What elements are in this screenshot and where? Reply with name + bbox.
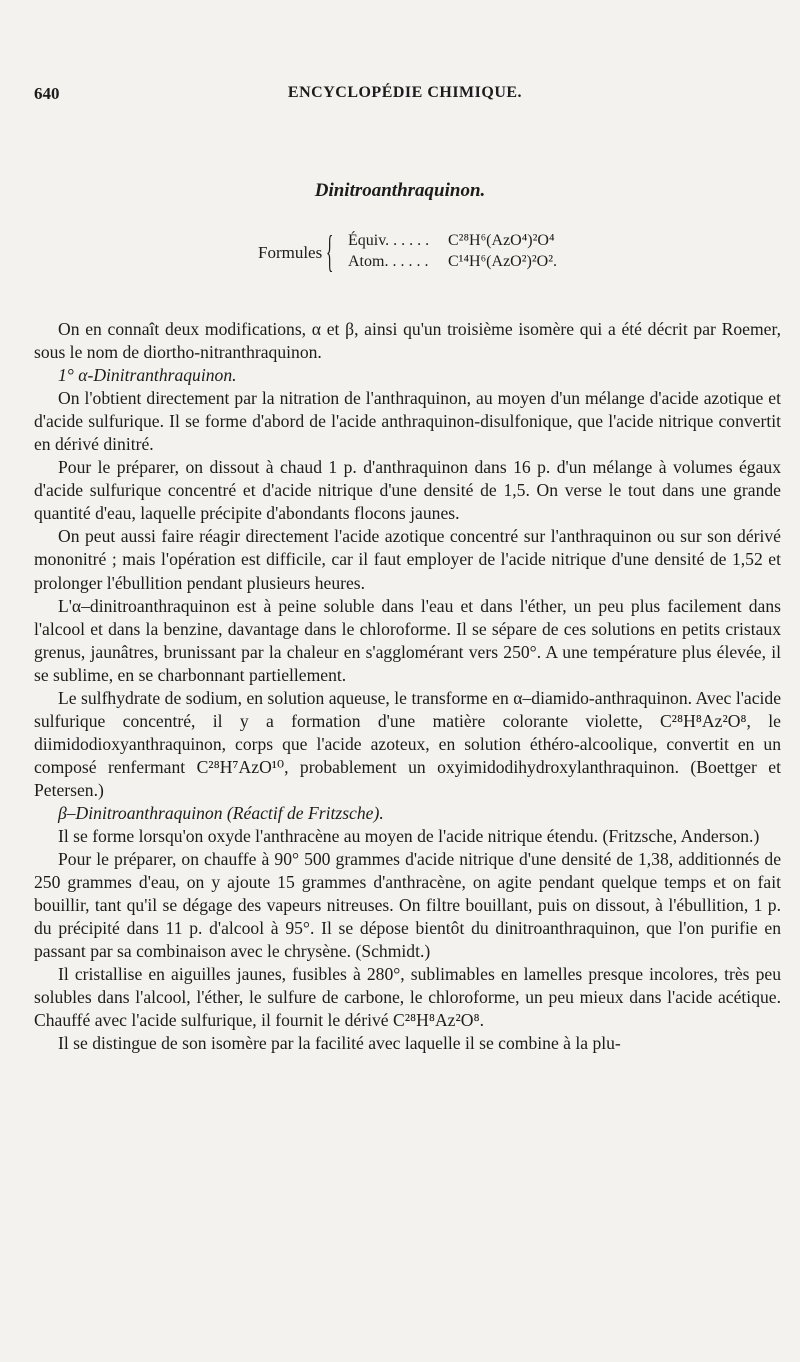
formula-label: Atom. . . . . . <box>348 253 429 270</box>
formula-row-atom <box>348 253 557 271</box>
paragraph: On en connaît deux modifications, α et β, ainsi qu'un troisième isomère qui a été décrit par Roemer, sous le nom de diortho-nitranthraquinon. <box>34 319 781 363</box>
formula-row-equiv <box>348 232 555 250</box>
formulas-block <box>258 227 678 276</box>
subsection-heading: β–Dinitroanthraquinon (Réactif de Fritzsche). <box>58 802 384 823</box>
paragraph: Pour le préparer, on dissout à chaud 1 p. d'anthraquinon dans 16 p. d'un mélange à volumes égaux d'acide sulfurique concentré et d'acide nitrique d'une densité de 1,5. On verse le tout dans une grande quantité d'eau, laquelle précipite d'abondants flocons jaunes. <box>34 457 781 524</box>
formulas-label: Formules <box>258 243 323 262</box>
paragraph: Il cristallise en aiguilles jaunes, fusibles à 280°, sublimables en lamelles presque incolores, très peu solubles dans l'alcool, l'éther, le sulfure de carbone, le chloroforme, un peu mieux dans l'acide acétique. Chauffé avec l'acide sulfurique, il fournit le dérivé C²⁸H⁸Az²O⁸. <box>34 964 781 1031</box>
paragraph: Le sulfhydrate de sodium, en solution aqueuse, le transforme en α–diamido-anthraquinon. Avec l'acide sulfurique concentré, il y a formation d'une matière colorante violette, C²⁸H⁸Az²O⁸, le diimidodioxyanthraquinon, corps que l'acide azoteux, en solution éthéro-alcoolique, convertit en un composé renfermant C²⁸H⁷AzO¹⁰, probablement un oxyimidodihydroxylanthraquinon. (Boettger et Petersen.) <box>34 687 781 800</box>
paragraph: On peut aussi faire réagir directement l'acide azotique concentré sur l'anthraquinon ou sur son dérivé mononitré ; mais l'opération est difficile, car il faut employer de l'acide nitrique d'une densité de 1,52 et prolonger l'ébullition pendant plusieurs heures. <box>34 526 781 593</box>
formula-value: C²⁸H⁶(AzO⁴)²O⁴ <box>448 232 555 249</box>
paragraph: Il se distingue de son isomère par la facilité avec laquelle il se combine à la plu- <box>58 1033 621 1054</box>
paragraph: L'α–dinitroanthraquinon est à peine soluble dans l'eau et dans l'éther, un peu plus facilement dans l'alcool et dans la benzine, davantage dans le chloroforme. Il se sépare de ces solutions en petits cristaux grenus, jaunâtres, brunissant par la chaleur en s'agglomérant vers 250°. A une température plus élevée, il se sublime, en se charbonnant partiellement. <box>34 595 781 685</box>
page-header <box>34 84 776 108</box>
formula-value: C¹⁴H⁶(AzO²)²O². <box>448 253 557 270</box>
paragraph: On l'obtient directement par la nitration de l'anthraquinon, au moyen d'un mélange d'acide azotique et d'acide sulfurique. Il se forme d'abord de l'acide anthraquinon-disulfonique, que l'acide nitrique convertit en dérivé dinitré. <box>34 388 781 455</box>
page-number: 640 <box>34 84 60 103</box>
paragraph: Il se forme lorsqu'on oxyde l'anthracène au moyen de l'acide nitrique étendu. (Fritzsche, Anderson.) <box>58 826 760 847</box>
formula-label: Équiv. . . . . . <box>348 232 430 249</box>
paragraph: Pour le préparer, on chauffe à 90° 500 grammes d'acide nitrique d'une densité de 1,38, additionnés de 250 grammes d'eau, on y ajoute 15 grammes d'anthracène, on agite pendant quelque temps et on fait bouillir, tant qu'il se dégage des vapeurs nitreuses. On filtre bouillant, puis on dissout, à l'ébullition, 1 p. du précipité dans 11 p. d'alcool à 95°. Il se dépose bientôt du dinitroanthraquinon, que l'on purifie en passant par sa combinaison avec le chrysène. (Schmidt.) <box>34 849 781 962</box>
running-title: ENCYCLOPÉDIE CHIMIQUE. <box>287 84 523 101</box>
section-title: Dinitroanthraquinon. <box>314 180 486 201</box>
subsection-heading: 1° α-Dinitranthraquinon. <box>58 365 237 386</box>
body-text <box>34 318 781 1056</box>
brace-icon: { <box>326 227 334 276</box>
